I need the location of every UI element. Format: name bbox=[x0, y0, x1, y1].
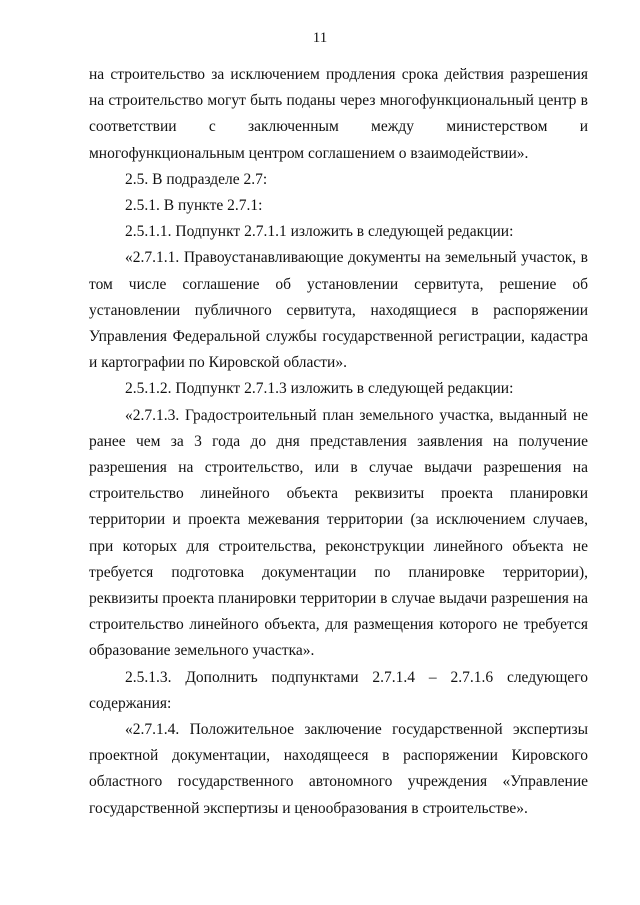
paragraph-2-5-1-2: 2.5.1.2. Подпункт 2.7.1.3 изложить в следующей редакции: bbox=[125, 380, 514, 398]
paragraph-2-5-1: 2.5.1. В пункте 2.7.1: bbox=[125, 197, 263, 215]
document-body bbox=[89, 62, 588, 822]
paragraph-2-5-1-3: 2.5.1.3. Дополнить подпунктами 2.7.1.4 – 2.7.1.6 следующего содержания: bbox=[89, 668, 588, 712]
paragraph-continuation: на строительство за исключением продления срока действия разрешения на строительство могут быть поданы через многофункциональный центр в соответствии с заключенным между министерством и многофункциональным центром соглашением о взаимодействии». bbox=[89, 66, 588, 162]
paragraph-2-5-1-1: 2.5.1.1. Подпункт 2.7.1.1 изложить в следующей редакции: bbox=[125, 223, 514, 241]
paragraph-2-5: 2.5. В подразделе 2.7: bbox=[125, 170, 268, 188]
paragraph-2-7-1-1: «2.7.1.1. Правоустанавливающие документы на земельный участок, в том числе соглашение об установлении сервитута, решение об установлении публичного сервитута, находящиеся в распоряжении Управления Федеральной службы государственной регистрации, кадастра и картографии по Кировской области». bbox=[89, 249, 588, 372]
paragraph-2-7-1-3: «2.7.1.3. Градостроительный план земельного участка, выданный не ранее чем за 3 года до дня представления заявления на получение разрешения на строительство, или в случае выдачи разрешения на строительство линейного объекта реквизиты проекта планировки территории и проекта межевания территории (за исключением случаев, при которых для строительства, реконструкции линейного объекта не требуется подготовка документации по планировке территории), реквизиты проекта планировки территории в случае выдачи разрешения на строительство линейного объекта, для размещения которого не требуется образование земельного участка». bbox=[89, 406, 588, 660]
paragraph-2-7-1-4: «2.7.1.4. Положительное заключение государственной экспертизы проектной документации, находящееся в распоряжении Кировского областного государственного автономного учреждения «Управление государственной экспертизы и ценообразования в строительстве». bbox=[89, 721, 588, 817]
page-number: 11 bbox=[312, 30, 328, 46]
